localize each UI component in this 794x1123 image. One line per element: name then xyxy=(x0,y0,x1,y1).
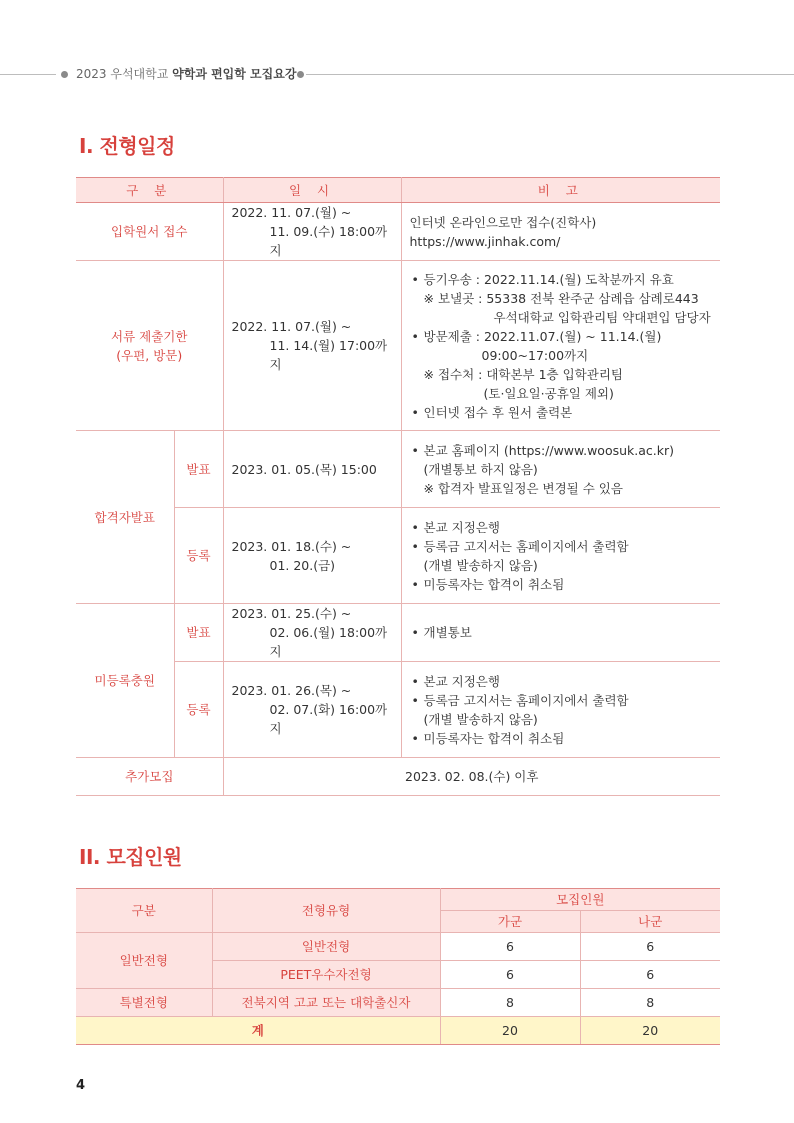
notes-pass-announce xyxy=(401,431,720,508)
date-line: 11. 09.(수) 18:00까지 xyxy=(269,224,388,258)
note-item: • 등록금 고지서는 홈페이지에서 출력함 xyxy=(410,691,713,710)
note-item: 09:00~17:00까지 xyxy=(481,347,589,363)
col-header-datetime: 일 시 xyxy=(223,178,401,203)
quota-na-cell: 6 xyxy=(580,933,720,961)
label-documents xyxy=(76,261,223,431)
type-cell: 일반전형 xyxy=(212,933,440,961)
note-item: (토·일요일·공휴일 제외) xyxy=(483,385,614,401)
quota-na-cell: 8 xyxy=(580,989,720,1017)
quota-ga-cell: 8 xyxy=(440,989,580,1017)
notes-waitlist-announce xyxy=(401,604,720,662)
notes-waitlist-register xyxy=(401,662,720,758)
header-rule-right xyxy=(306,74,794,75)
header-dot-right xyxy=(297,71,304,78)
notes-pass-register xyxy=(401,508,720,604)
col-header-category: 구 분 xyxy=(76,178,223,203)
note-item: • 본교 홈페이지 (https://www.woosuk.ac.kr) xyxy=(410,441,713,460)
note-item: • 본교 지정은행 xyxy=(410,672,713,691)
sublabel-pass-announce: 발표 xyxy=(174,431,223,508)
type-cell: 전북지역 고교 또는 대학출신자 xyxy=(212,989,440,1017)
quota-ga-cell: 6 xyxy=(440,933,580,961)
section-title-schedule: I. 전형일정 xyxy=(79,134,175,158)
total-label: 계 xyxy=(76,1017,440,1045)
date-pass-announce: 2023. 01. 05.(목) 15:00 xyxy=(223,431,401,508)
quota-header-row xyxy=(76,889,720,911)
total-na: 20 xyxy=(580,1017,720,1045)
note-item: • 미등록자는 합격이 취소됨 xyxy=(410,729,713,748)
page-number: 4 xyxy=(76,1078,86,1093)
note-line: 인터넷 온라인으로만 접수(진학사) xyxy=(409,214,597,230)
note-item: ※ 보낼곳 : 55338 전북 완주군 삼례읍 삼례로443 xyxy=(423,290,699,306)
schedule-header-row xyxy=(76,178,720,203)
date-line: 2022. 11. 07.(월) ~ xyxy=(231,205,352,220)
note-item: (개별 발송하지 않음) xyxy=(423,711,538,727)
date-documents xyxy=(223,261,401,431)
note-item: 우석대학교 입학관리팀 약대편입 담당자 xyxy=(493,309,711,325)
note-item: ※ 접수처 : 대학본부 1층 입학관리팀 xyxy=(423,366,623,382)
note-item: ※ 합격자 발표일정은 변경될 수 있음 xyxy=(423,480,623,496)
label-line: 서류 제출기한 xyxy=(111,328,188,344)
header-title: 약학과 편입학 모집요강 xyxy=(172,67,297,81)
header-quota: 모집인원 xyxy=(440,889,720,911)
header-group-na: 나군 xyxy=(580,911,720,933)
note-item: (개별통보 하지 않음) xyxy=(423,461,538,477)
date-application xyxy=(223,203,401,261)
table-row xyxy=(76,933,720,961)
total-row xyxy=(76,1017,720,1045)
label-additional: 추가모집 xyxy=(76,758,223,796)
header-type: 전형유형 xyxy=(212,889,440,933)
header-prefix: 2023 우석대학교 xyxy=(76,67,173,81)
sublabel-waitlist-announce: 발표 xyxy=(174,604,223,662)
quota-ga-cell: 6 xyxy=(440,961,580,989)
col-header-remarks: 비 고 xyxy=(401,178,720,203)
date-line: 2023. 01. 18.(수) ~ xyxy=(231,538,352,554)
category-general: 일반전형 xyxy=(76,933,212,989)
label-application: 입학원서 접수 xyxy=(76,203,223,261)
header-text xyxy=(76,65,296,82)
note-item: • 인터넷 접수 후 원서 출력본 xyxy=(410,403,713,422)
note-link: https://www.jinhak.com/ xyxy=(409,233,561,249)
table-row xyxy=(76,989,720,1017)
total-ga: 20 xyxy=(440,1017,580,1045)
note-item: • 방문제출 : 2022.11.07.(월) ~ 11.14.(월) xyxy=(410,327,713,346)
row-waitlist-announce xyxy=(76,604,720,662)
notes-application xyxy=(401,203,720,261)
note-item: • 본교 지정은행 xyxy=(410,518,713,537)
header-dot-left xyxy=(61,71,68,78)
date-line: 2022. 11. 07.(월) ~ xyxy=(231,319,352,334)
running-header xyxy=(0,64,794,84)
note-item: • 개별통보 xyxy=(410,623,713,642)
row-additional xyxy=(76,758,720,796)
date-waitlist-announce xyxy=(223,604,401,662)
header-group-ga: 가군 xyxy=(440,911,580,933)
date-line: 2023. 01. 26.(목) ~ xyxy=(231,683,352,698)
note-item: • 등기우송 : 2022.11.14.(월) 도착분까지 유효 xyxy=(410,270,713,289)
row-documents xyxy=(76,261,720,431)
date-line: 01. 20.(금) xyxy=(269,557,336,573)
sublabel-waitlist-register: 등록 xyxy=(174,662,223,758)
type-cell: PEET우수자전형 xyxy=(212,961,440,989)
row-pass-announce xyxy=(76,431,720,508)
quota-table xyxy=(76,888,720,1045)
date-pass-register xyxy=(223,508,401,604)
sublabel-pass-register: 등록 xyxy=(174,508,223,604)
header-category: 구분 xyxy=(76,889,212,933)
date-line: 11. 14.(월) 17:00까지 xyxy=(269,338,388,372)
quota-na-cell: 6 xyxy=(580,961,720,989)
section-title-quota: II. 모집인원 xyxy=(79,845,182,869)
note-item: • 미등록자는 합격이 취소됨 xyxy=(410,575,713,594)
date-additional: 2023. 02. 08.(수) 이후 xyxy=(223,758,720,796)
label-waitlist: 미등록충원 xyxy=(76,604,174,758)
row-application xyxy=(76,203,720,261)
note-item: (개별 발송하지 않음) xyxy=(423,557,538,573)
note-item: • 등록금 고지서는 홈페이지에서 출력함 xyxy=(410,537,713,556)
schedule-table xyxy=(76,177,720,796)
category-special: 특별전형 xyxy=(76,989,212,1017)
header-rule-left xyxy=(0,74,56,75)
date-line: 02. 06.(월) 18:00까지 xyxy=(269,625,388,659)
date-line: 02. 07.(화) 16:00까지 xyxy=(269,702,388,736)
date-waitlist-register xyxy=(223,662,401,758)
label-line: (우편, 방문) xyxy=(116,347,183,363)
label-pass: 합격자발표 xyxy=(76,431,174,604)
date-line: 2023. 01. 25.(수) ~ xyxy=(231,606,352,621)
notes-documents xyxy=(401,261,720,431)
